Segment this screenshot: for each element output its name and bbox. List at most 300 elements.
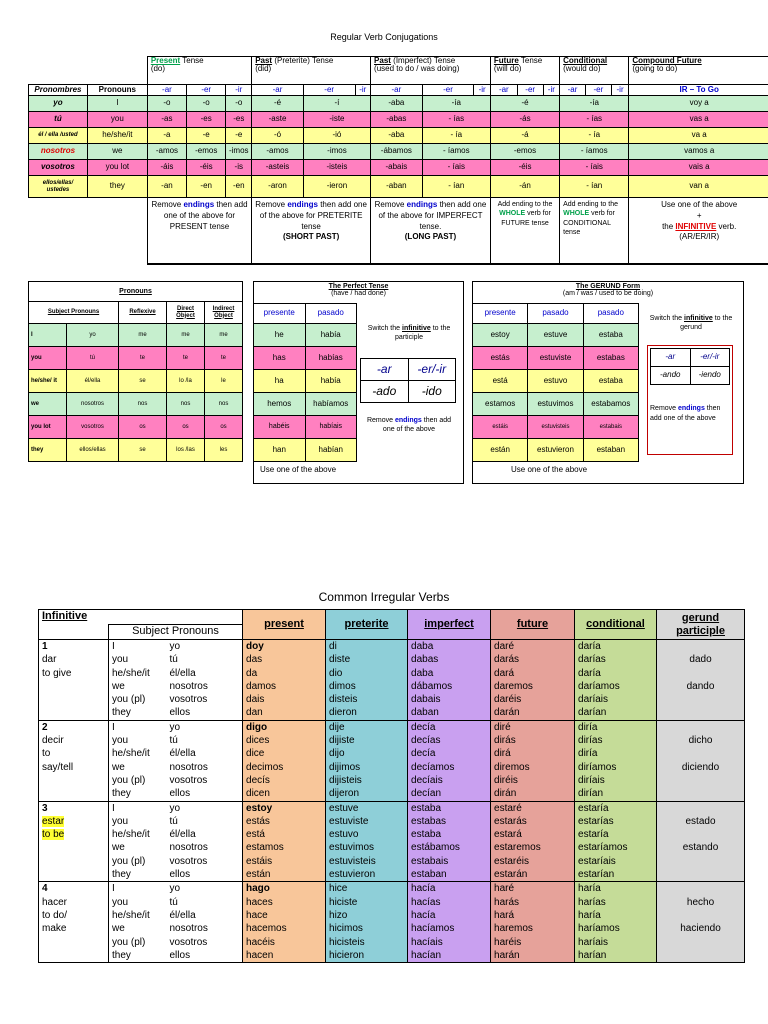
present-cell: das <box>243 653 326 666</box>
future-cell: daremos <box>491 680 575 693</box>
conj-cell: -es <box>226 112 252 128</box>
conj-cell: -isteis <box>303 160 370 176</box>
future-cell: estaré <box>491 801 575 815</box>
conj-cell: I <box>87 96 147 112</box>
subject-en: I <box>109 640 167 654</box>
header-cell: -ar <box>147 85 186 96</box>
infinitive-cell <box>39 855 109 868</box>
future-cell: dirá <box>491 747 575 760</box>
gerund-cell: dando <box>657 680 745 693</box>
pronoun-cell: yo <box>67 324 119 347</box>
infinitive-cell: to be <box>39 828 109 841</box>
subject-en: they <box>112 869 131 881</box>
subject-en: they <box>112 949 131 961</box>
imperfect-cell: dabas <box>408 653 491 666</box>
imperfect-cell: estabais <box>408 855 491 868</box>
conditional-cell: haría <box>575 909 657 922</box>
imperfect-cell: decía <box>408 747 491 760</box>
gerund-header: gerund participle <box>657 610 745 640</box>
gerund-cell: estabas <box>583 347 638 370</box>
infinitive-cell: 1 <box>39 640 109 654</box>
subject-es: yo <box>167 720 243 734</box>
gerund-cell: estado <box>657 815 745 828</box>
gerund-cell <box>657 868 745 882</box>
gerund-cell <box>657 774 745 787</box>
tense-header-4: Conditional (would do) <box>560 57 629 85</box>
conj-cell: -ió <box>303 128 370 144</box>
conj-cell: él / ella /usted <box>29 128 88 144</box>
conj-cell: -amos <box>147 144 186 160</box>
preterite-cell: estuviste <box>326 815 408 828</box>
gerund-cell: estoy <box>473 324 528 347</box>
conj-cell: -ás <box>490 112 559 128</box>
imperfect-cell: decíais <box>408 774 491 787</box>
gerund-cell <box>657 720 745 734</box>
note-imperfect: Remove endings then add one of the above for IMPERFECT tense. (LONG PAST) <box>371 198 491 264</box>
future-cell: estarán <box>491 868 575 882</box>
conj-cell: -iste <box>303 112 370 128</box>
gerund-cell: estáis <box>473 416 528 439</box>
perfect-header: pasado <box>305 304 357 324</box>
tense-header-2: Past (Imperfect) Tense (used to do / was doing) <box>371 57 491 85</box>
pronoun-cell: él/ella <box>67 370 119 393</box>
tense-header-5: Compound Future (going to do) <box>629 57 768 85</box>
present-cell: decimos <box>243 761 326 774</box>
regular-verb-table <box>28 56 768 265</box>
infinitive-cell: 3 <box>39 801 109 815</box>
note-compound: Use one of the above + the INFINITIVE verb. (AR/ER/IR) <box>629 198 768 264</box>
present-cell: dan <box>243 706 326 720</box>
present-header: present <box>243 610 326 640</box>
pronoun-cell: nos <box>119 393 167 416</box>
perfect-cell: habéis <box>254 416 306 439</box>
gerund-cell <box>657 936 745 949</box>
header-cell: -er <box>303 85 355 96</box>
gerund-cell: estaban <box>583 439 638 462</box>
gerund-endings-box: -ar -er/-ir -ando -iendo Remove endings then add one of the above <box>647 345 733 455</box>
gerund-cell <box>657 706 745 720</box>
infinitive-cell: to give <box>39 667 109 680</box>
gerund-switch-note: Switch the infinitive to the gerund <box>649 315 733 332</box>
pronoun-cell: te <box>167 347 205 370</box>
conj-cell: -o <box>226 96 252 112</box>
subject-es: él/ella <box>167 667 243 680</box>
conditional-cell: daríamos <box>575 680 657 693</box>
pronoun-cell: you <box>29 347 67 370</box>
gerund-cell: estaba <box>583 324 638 347</box>
preterite-cell: estuvisteis <box>326 855 408 868</box>
preterite-header: preterite <box>326 610 408 640</box>
preterite-cell: dimos <box>326 680 408 693</box>
present-cell: dais <box>243 693 326 706</box>
conj-cell: yo <box>29 96 88 112</box>
pronoun-cell: os <box>167 416 205 439</box>
conj-cell: -é <box>490 96 559 112</box>
infinitive-cell <box>39 680 109 693</box>
future-cell: estará <box>491 828 575 841</box>
infinitive-cell <box>39 774 109 787</box>
subject-en: we <box>112 761 125 773</box>
imperfect-cell: hacían <box>408 949 491 963</box>
conj-cell: nosotros <box>29 144 88 160</box>
conditional-cell: diría <box>575 747 657 760</box>
gerund-header: pasado <box>528 304 583 324</box>
future-cell: diré <box>491 720 575 734</box>
present-cell: hacen <box>243 949 326 963</box>
perfect-tense-box <box>253 281 464 484</box>
present-cell: haces <box>243 896 326 909</box>
perfect-endings: -ar -er/-ir -ado -ido <box>360 358 456 403</box>
perfect-sub: (have / had done) <box>331 290 386 297</box>
conj-cell: -abas <box>371 112 423 128</box>
preterite-cell: hicieron <box>326 949 408 963</box>
pronoun-cell: me <box>167 324 205 347</box>
conj-cell: -e <box>187 128 226 144</box>
conj-cell: ellos/ellas/ ustedes <box>29 176 88 198</box>
pronouns-header: Subject Pronouns <box>29 302 119 324</box>
header-cell: -ir <box>226 85 252 96</box>
subject-es: yo <box>167 882 243 896</box>
conditional-cell: diría <box>575 720 657 734</box>
preterite-cell: hicimos <box>326 922 408 935</box>
perfect-cell: habíamos <box>305 393 357 416</box>
irregular-title: Common Irregular Verbs <box>318 590 450 604</box>
preterite-cell: disteis <box>326 693 408 706</box>
subject-en: I <box>109 882 167 896</box>
gerund-cell <box>657 747 745 760</box>
gerund-cell: estando <box>657 841 745 854</box>
subject-es: vosotros <box>167 774 243 787</box>
conj-cell: vais a <box>629 160 768 176</box>
subject-en: you (pl) <box>112 774 146 786</box>
conj-cell: -es <box>187 112 226 128</box>
gerund-cell: dicho <box>657 734 745 747</box>
gerund-title: The GERUND Form <box>575 283 641 290</box>
note-conditional: Add ending to the WHOLE verb for CONDITIONAL tense <box>560 198 629 264</box>
perfect-cell: ha <box>254 370 306 393</box>
subject-en: you (pl) <box>112 855 146 867</box>
conj-cell: va a <box>629 128 768 144</box>
preterite-cell: dieron <box>326 706 408 720</box>
imperfect-cell: decías <box>408 734 491 747</box>
header-cell: -ar <box>252 85 304 96</box>
infinitive-cell <box>39 706 109 720</box>
pronoun-cell: le <box>205 370 243 393</box>
future-cell: estaremos <box>491 841 575 854</box>
infinitive-cell: estar <box>39 815 109 828</box>
header-cell: -ir <box>611 85 629 96</box>
future-cell: estaréis <box>491 855 575 868</box>
perfect-cell: he <box>254 324 306 347</box>
present-cell: dice <box>243 747 326 760</box>
gerund-cell: estuviste <box>528 347 583 370</box>
subject-es: vosotros <box>167 693 243 706</box>
gerund-cell <box>657 801 745 815</box>
preterite-cell: dio <box>326 667 408 680</box>
perfect-cell: hemos <box>254 393 306 416</box>
future-cell: estarás <box>491 815 575 828</box>
subject-en: you <box>112 896 129 908</box>
gerund-cell: estuve <box>528 324 583 347</box>
pronoun-cell: nos <box>205 393 243 416</box>
present-cell: hago <box>243 882 326 896</box>
conj-cell: you lot <box>87 160 147 176</box>
present-cell: hace <box>243 909 326 922</box>
gerund-cell: estamos <box>473 393 528 416</box>
preterite-cell: hice <box>326 882 408 896</box>
conj-cell: you <box>87 112 147 128</box>
subject-es: ellos <box>167 706 243 720</box>
preterite-cell: hizo <box>326 909 408 922</box>
gerund-cell <box>657 909 745 922</box>
pronoun-cell: me <box>205 324 243 347</box>
pronoun-cell: he/she/ it <box>29 370 67 393</box>
conj-cell: -áis <box>147 160 186 176</box>
future-cell: darás <box>491 653 575 666</box>
infinitive-cell: say/tell <box>39 761 109 774</box>
conj-cell: we <box>87 144 147 160</box>
perfect-cell: había <box>305 324 357 347</box>
imperfect-cell: decía <box>408 720 491 734</box>
perfect-header: presente <box>254 304 306 324</box>
conj-cell: -aba <box>371 128 423 144</box>
infinitive-cell: dar <box>39 653 109 666</box>
future-cell: diréis <box>491 774 575 787</box>
subject-en: you <box>112 735 129 747</box>
subject-en: you <box>112 815 129 827</box>
subject-es: él/ella <box>167 909 243 922</box>
conj-cell: - ía <box>560 128 629 144</box>
conditional-cell: daría <box>575 640 657 654</box>
conj-cell: - ías <box>560 112 629 128</box>
pronoun-cell: you lot <box>29 416 67 439</box>
conj-cell: -á <box>490 128 559 144</box>
header-cell: -ir <box>543 85 560 96</box>
preterite-cell: dijimos <box>326 761 408 774</box>
pronoun-cell: I <box>29 324 67 347</box>
conditional-cell: darían <box>575 706 657 720</box>
gerund-header: presente <box>473 304 528 324</box>
gerund-cell: hecho <box>657 896 745 909</box>
subject-es: él/ella <box>167 747 243 760</box>
future-cell: dirán <box>491 787 575 801</box>
conj-cell: -amos <box>252 144 304 160</box>
conj-cell: van a <box>629 176 768 198</box>
header-cell: -er <box>187 85 226 96</box>
conj-cell: -éis <box>490 160 559 176</box>
irregular-verbs-table <box>38 609 744 963</box>
gerund-cell <box>657 828 745 841</box>
conj-cell: -o <box>187 96 226 112</box>
pronoun-cell: te <box>119 347 167 370</box>
preterite-cell: di <box>326 640 408 654</box>
conj-cell: vosotros <box>29 160 88 176</box>
present-cell: dices <box>243 734 326 747</box>
conj-cell: -en <box>187 176 226 198</box>
pronouns-table <box>28 281 242 462</box>
preterite-cell: hicisteis <box>326 936 408 949</box>
preterite-cell: dijo <box>326 747 408 760</box>
future-cell: haréis <box>491 936 575 949</box>
present-cell: hacemos <box>243 922 326 935</box>
imperfect-cell: hacía <box>408 882 491 896</box>
header-cell: -ar <box>490 85 517 96</box>
conj-cell: -aron <box>252 176 304 198</box>
imperfect-cell: estaba <box>408 801 491 815</box>
pronoun-cell: nosotros <box>67 393 119 416</box>
infinitive-cell <box>39 841 109 854</box>
present-cell: estáis <box>243 855 326 868</box>
tense-header-0: Present Tense (do) <box>147 57 251 85</box>
pronoun-cell: se <box>119 370 167 393</box>
conditional-cell: harías <box>575 896 657 909</box>
gerund-cell: dado <box>657 653 745 666</box>
conj-cell: -ía <box>422 96 490 112</box>
subject-en: I <box>109 801 167 815</box>
future-cell: daré <box>491 640 575 654</box>
gerund-cell <box>657 949 745 963</box>
pronoun-cell: los /las <box>167 439 205 462</box>
gerund-cell <box>657 667 745 680</box>
conj-cell: -emos <box>187 144 226 160</box>
pronouns-title: Pronouns <box>29 282 243 302</box>
subject-en: we <box>112 842 125 854</box>
subject-es: tú <box>167 815 243 828</box>
gerund-cell <box>657 693 745 706</box>
conj-cell: - ías <box>422 112 490 128</box>
subject-es: vosotros <box>167 855 243 868</box>
future-cell: dará <box>491 667 575 680</box>
infinitive-cell: to do/ <box>39 909 109 922</box>
conj-cell: -en <box>226 176 252 198</box>
page-title: Regular Verb Conjugations <box>330 32 438 42</box>
future-cell: haremos <box>491 922 575 935</box>
future-cell: darán <box>491 706 575 720</box>
perfect-cell: habíais <box>305 416 357 439</box>
gerund-cell: está <box>473 370 528 393</box>
conditional-cell: haríais <box>575 936 657 949</box>
preterite-cell: dijisteis <box>326 774 408 787</box>
imperfect-cell: estabas <box>408 815 491 828</box>
pronoun-cell: tú <box>67 347 119 370</box>
present-cell: estás <box>243 815 326 828</box>
header-cell: Pronombres <box>29 85 88 96</box>
preterite-cell: hiciste <box>326 896 408 909</box>
pronoun-cell: te <box>205 347 243 370</box>
conditional-cell: darías <box>575 653 657 666</box>
conditional-header: conditional <box>575 610 657 640</box>
perfect-cell: habías <box>305 347 357 370</box>
header-cell: Pronouns <box>87 85 147 96</box>
conj-cell: -éis <box>187 160 226 176</box>
conj-cell: -í <box>303 96 370 112</box>
infinitive-cell <box>39 936 109 949</box>
infinitive-cell: 4 <box>39 882 109 896</box>
subject-es: tú <box>167 653 243 666</box>
imperfect-header: imperfect <box>408 610 491 640</box>
preterite-cell: estuvimos <box>326 841 408 854</box>
pronoun-cell: vosotros <box>67 416 119 439</box>
gerund-cell <box>657 882 745 896</box>
conditional-cell: estaría <box>575 801 657 815</box>
subject-en: we <box>112 923 125 935</box>
subject-es: nosotros <box>167 922 243 935</box>
pronoun-cell: nos <box>167 393 205 416</box>
imperfect-cell: estaban <box>408 868 491 882</box>
conj-cell: -aban <box>371 176 423 198</box>
note-future: Add ending to the WHOLE verb for FUTURE tense <box>490 198 559 264</box>
imperfect-cell: dabais <box>408 693 491 706</box>
tense-header-1: Past (Preterite) Tense (did) <box>252 57 371 85</box>
conditional-cell: harían <box>575 949 657 963</box>
subject-es: nosotros <box>167 841 243 854</box>
header-cell: -er <box>517 85 543 96</box>
imperfect-cell: daba <box>408 640 491 654</box>
gerund-cell: estaba <box>583 370 638 393</box>
infinitive-cell: decir <box>39 734 109 747</box>
conj-cell: -ó <box>252 128 304 144</box>
gerund-remove-note: Remove endings then add one of the above <box>650 405 721 422</box>
subject-en: they <box>112 707 131 719</box>
conj-cell: -ábamos <box>371 144 423 160</box>
gerund-cell: estás <box>473 347 528 370</box>
conditional-cell: estaría <box>575 828 657 841</box>
pronoun-cell: me <box>119 324 167 347</box>
future-cell: harán <box>491 949 575 963</box>
preterite-cell: estuvo <box>326 828 408 841</box>
future-cell: daréis <box>491 693 575 706</box>
conj-cell: -emos <box>490 144 559 160</box>
subject-es: ellos <box>167 949 243 963</box>
infinitive-cell: make <box>39 922 109 935</box>
infinitive-cell: hacer <box>39 896 109 909</box>
pronoun-cell: os <box>205 416 243 439</box>
future-cell: haré <box>491 882 575 896</box>
perfect-cell: había <box>305 370 357 393</box>
conditional-cell: haríamos <box>575 922 657 935</box>
gerund-sub: (am / was / used to be doing) <box>562 290 654 297</box>
perfect-cell: han <box>254 439 306 462</box>
conj-cell: -asteis <box>252 160 304 176</box>
header-cell: -ir <box>474 85 491 96</box>
imperfect-cell: hacíais <box>408 936 491 949</box>
subject-en: he/she/it <box>112 909 150 921</box>
gerund-footer: Use one of the above <box>511 465 588 474</box>
gerund-cell: haciendo <box>657 922 745 935</box>
conj-cell: -as <box>147 112 186 128</box>
note-present: Remove endings then add one of the above for PRESENT tense <box>147 198 251 264</box>
present-cell: están <box>243 868 326 882</box>
conj-cell: tú <box>29 112 88 128</box>
gerund-box <box>472 281 744 484</box>
conj-cell: - íais <box>422 160 490 176</box>
conj-cell: -ieron <box>303 176 370 198</box>
pronoun-cell: se <box>119 439 167 462</box>
infinitive-header: Infinitive <box>39 610 243 625</box>
present-cell: damos <box>243 680 326 693</box>
conj-cell: vas a <box>629 112 768 128</box>
header-cell: IR – To Go <box>629 85 768 96</box>
conditional-cell: diríamos <box>575 761 657 774</box>
gerund-cell <box>657 855 745 868</box>
preterite-cell: dijeron <box>326 787 408 801</box>
present-cell: decís <box>243 774 326 787</box>
conj-cell: -aste <box>252 112 304 128</box>
subject-en: they <box>112 788 131 800</box>
imperfect-cell: hacías <box>408 896 491 909</box>
gerund-cell: estuvisteis <box>528 416 583 439</box>
conj-cell: -e <box>226 128 252 144</box>
